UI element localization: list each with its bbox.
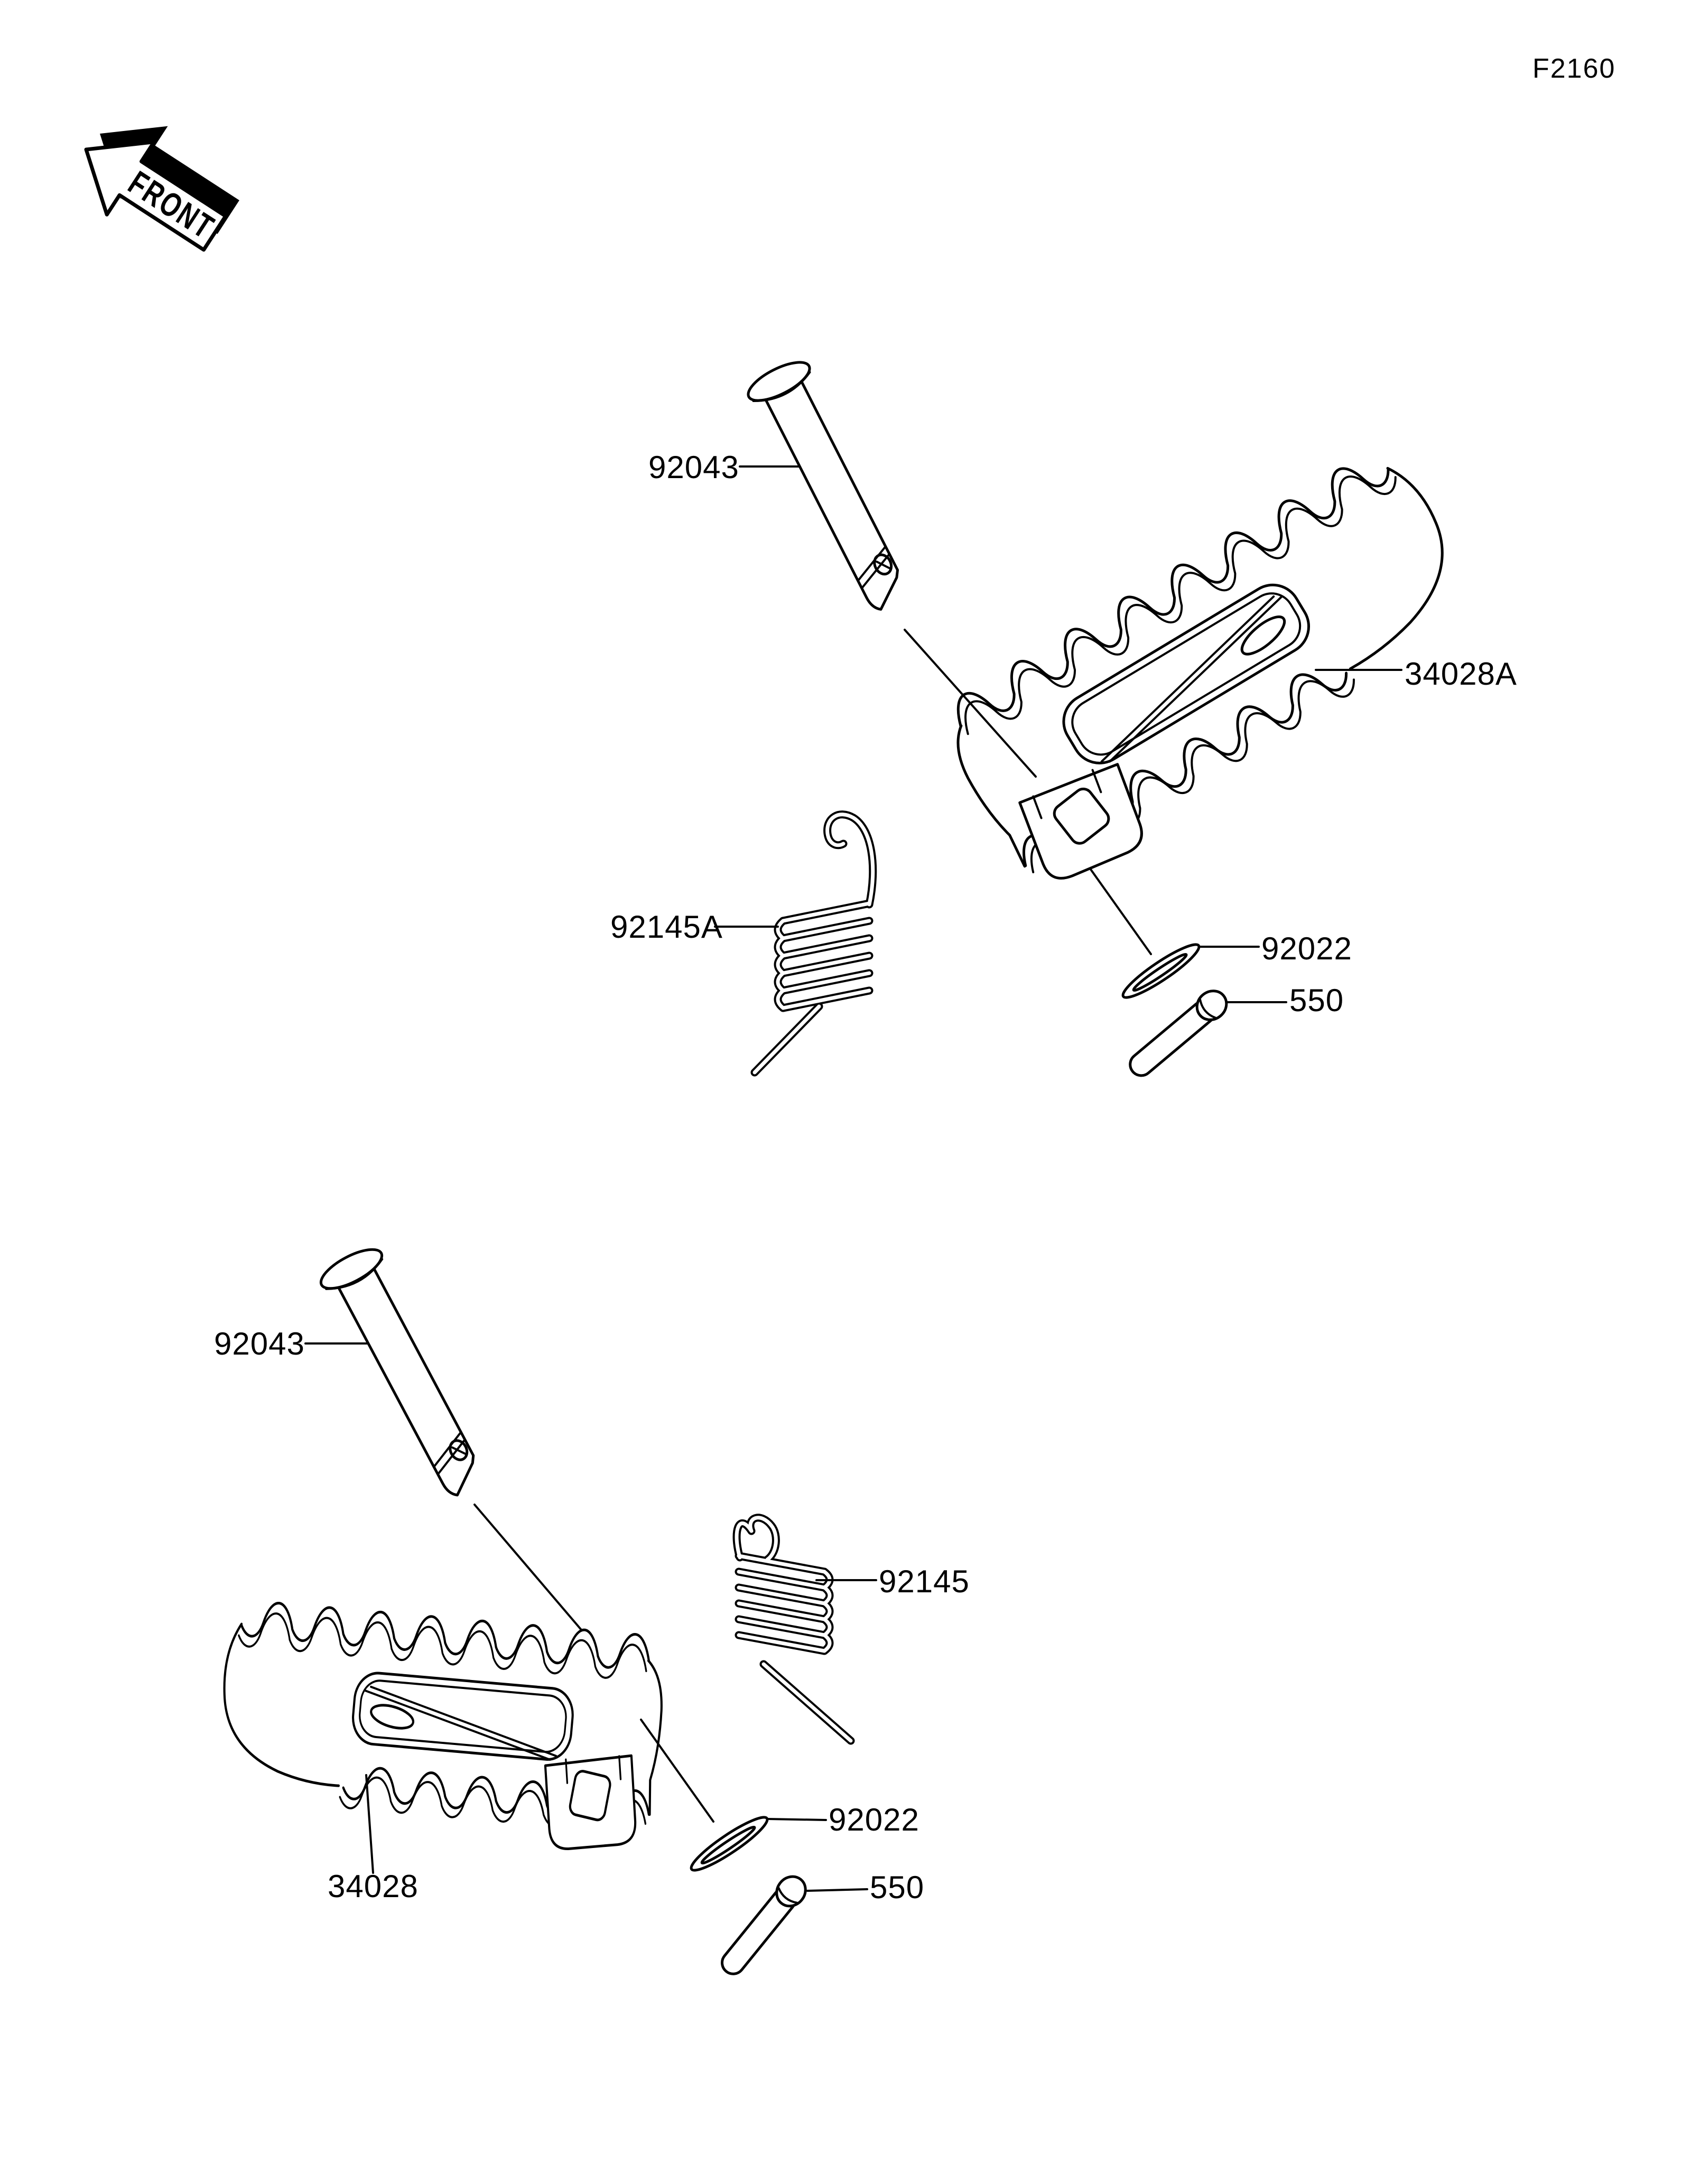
figure-code: F2160 (1532, 53, 1616, 84)
lower-return-spring (737, 1518, 851, 1741)
lower-clevis-pin (315, 1242, 498, 1505)
upper-return-spring (755, 815, 873, 1072)
lower-assembly (212, 1242, 970, 1980)
part-label-upper-pin: 92043 (648, 450, 739, 485)
part-label-upper-footrest: 34028A (1405, 656, 1517, 692)
part-label-lower-spring: 92145 (879, 1564, 970, 1599)
lower-washer (686, 1811, 772, 1877)
part-label-lower-pin: 92043 (214, 1326, 305, 1361)
upper-cotter-pin (1124, 985, 1232, 1082)
part-label-lower-footrest: 34028 (328, 1869, 419, 1904)
part-label-upper-spring: 92145A (610, 909, 723, 945)
part-label-lower-washer: 92022 (829, 1802, 919, 1837)
upper-washer (1118, 938, 1204, 1004)
part-label-upper-washer: 92022 (1261, 931, 1352, 966)
front-direction-arrow (62, 97, 252, 269)
upper-clevis-pin (743, 355, 922, 619)
upper-leader-lines (715, 466, 1401, 1002)
front-arrow-label: FRONT (122, 163, 249, 265)
part-label-upper-cotter: 550 (1289, 983, 1344, 1018)
part-label-lower-cotter: 550 (870, 1870, 925, 1905)
upper-assembly (610, 355, 1517, 1082)
lower-footrest (212, 1599, 668, 1856)
lower-cotter-pin (716, 1871, 811, 1980)
